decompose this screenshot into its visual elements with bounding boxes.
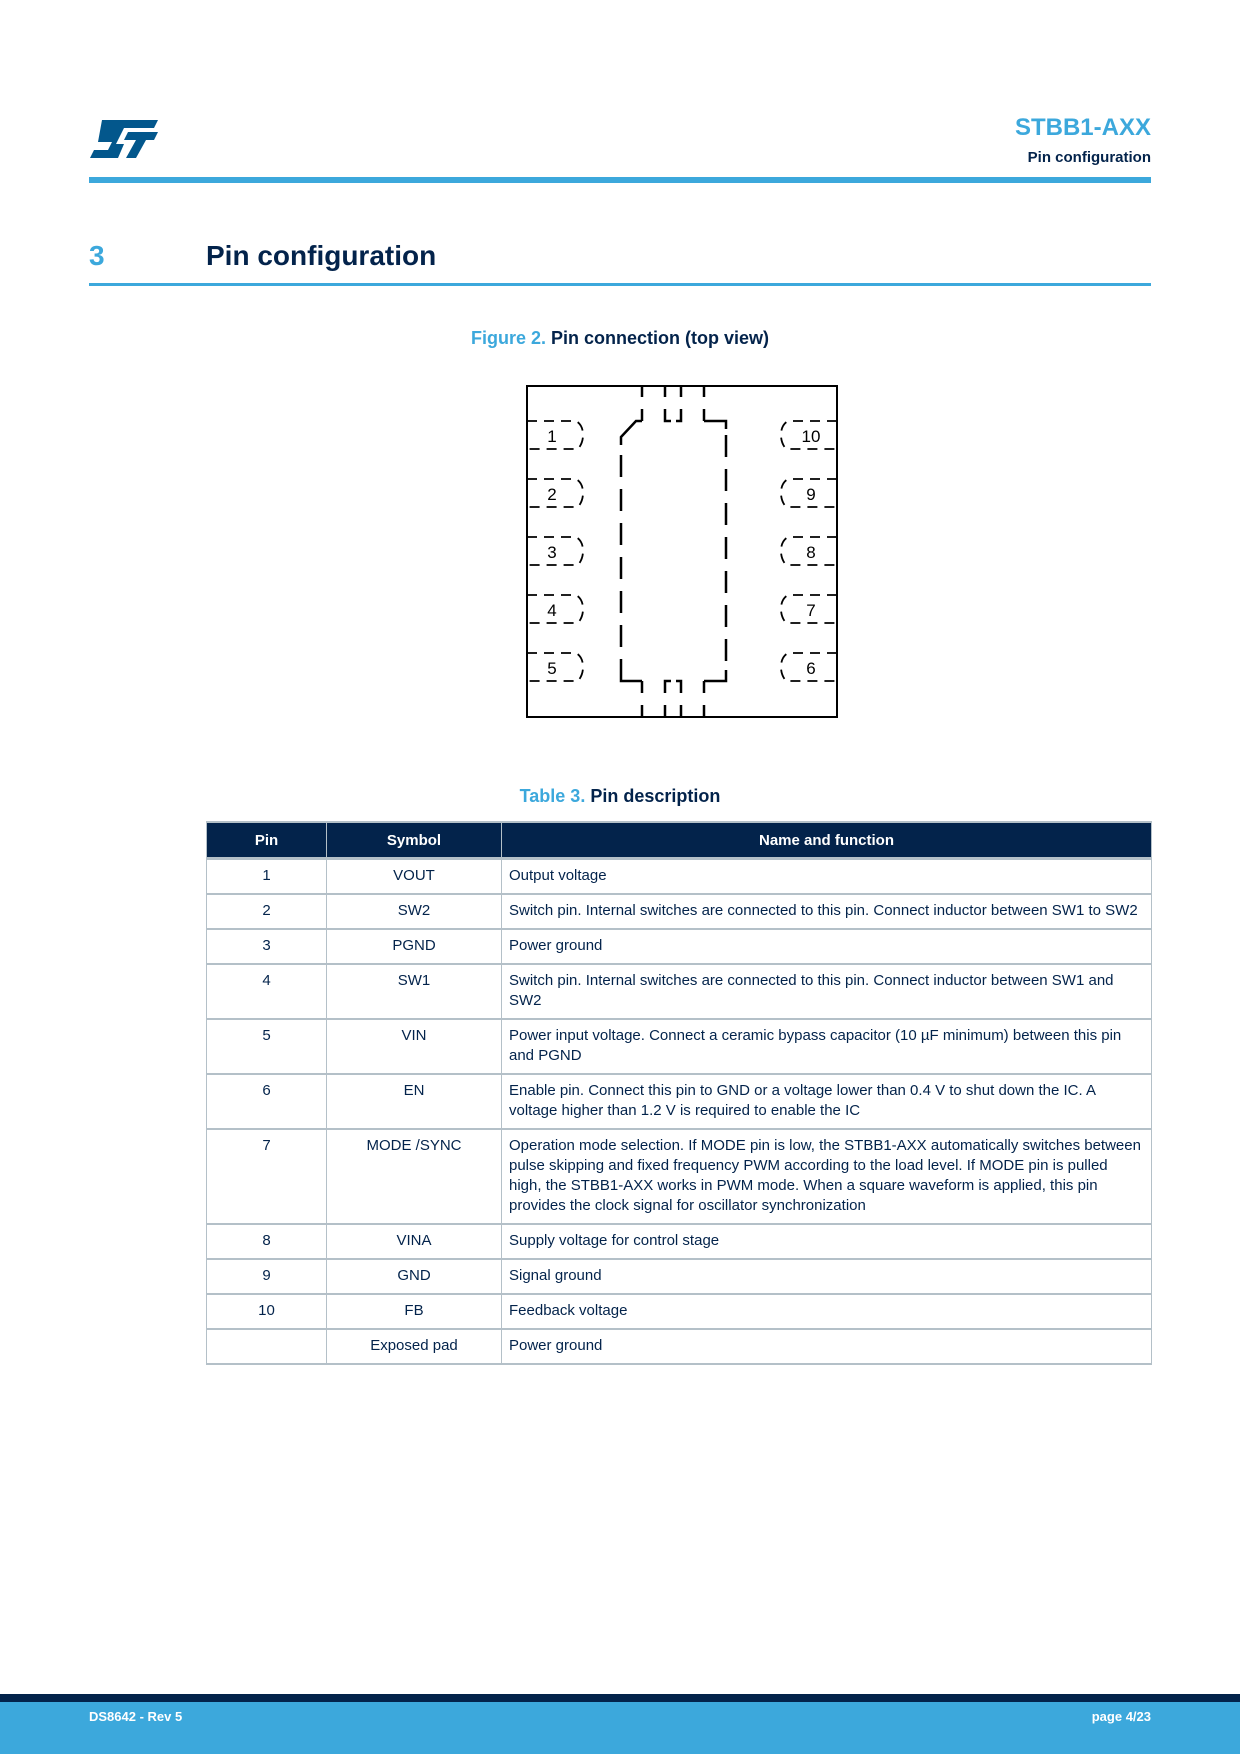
cell-symbol: VIN (327, 1019, 502, 1074)
cell-pin: 1 (207, 859, 327, 895)
pin-label: 8 (806, 543, 816, 562)
footer-band (0, 1702, 1240, 1754)
cell-function: Power ground (502, 1329, 1152, 1364)
header-rule (89, 177, 1151, 183)
pin-label: 9 (806, 485, 816, 504)
table-row (207, 929, 1152, 964)
section-title: Pin configuration (206, 240, 437, 271)
cell-symbol: SW1 (327, 964, 502, 1019)
cell-pin: 4 (207, 964, 327, 1019)
figure-caption (0, 328, 1240, 349)
cell-function: Output voltage (502, 859, 1152, 895)
table-row (207, 859, 1152, 895)
table-row (207, 894, 1152, 929)
cell-pin: 5 (207, 1019, 327, 1074)
cell-pin: 9 (207, 1259, 327, 1294)
pin-label: 4 (547, 601, 557, 620)
cell-function: Supply voltage for control stage (502, 1224, 1152, 1259)
table-label: Table 3. (519, 786, 586, 806)
table-header-row (207, 822, 1152, 859)
table-row (207, 1224, 1152, 1259)
cell-pin: 2 (207, 894, 327, 929)
footer-dark-band (0, 1694, 1240, 1702)
cell-pin (207, 1329, 327, 1364)
cell-pin: 6 (207, 1074, 327, 1129)
header-symbol: Symbol (327, 822, 502, 859)
header-pin: Pin (207, 822, 327, 859)
cell-function: Enable pin. Connect this pin to GND or a voltage lower than 0.4 V to shut down the IC. A voltage higher than 1.2 V is required to enable the IC (502, 1074, 1152, 1129)
pin-label: 10 (801, 427, 821, 446)
footer-doc-id: DS8642 - Rev 5 (89, 1709, 183, 1724)
document-subtitle: Pin configuration (1027, 149, 1151, 166)
table-title: Pin description (590, 786, 721, 806)
table-caption (0, 786, 1240, 807)
pin-label: 1 (547, 427, 557, 446)
table-row (207, 1129, 1152, 1224)
cell-pin: 8 (207, 1224, 327, 1259)
cell-symbol: FB (327, 1294, 502, 1329)
cell-function: Power input voltage. Connect a ceramic bypass capacitor (10 µF minimum) between this pin and PGND (502, 1019, 1152, 1074)
pin-description-table (206, 821, 1152, 1365)
table-row (207, 964, 1152, 1019)
table-row (207, 1019, 1152, 1074)
cell-pin: 7 (207, 1129, 327, 1224)
figure-title: Pin connection (top view) (551, 328, 770, 348)
table-row (207, 1329, 1152, 1364)
cell-symbol: Exposed pad (327, 1329, 502, 1364)
pin-label: 6 (806, 659, 816, 678)
cell-function: Operation mode selection. If MODE pin is low, the STBB1-AXX automatically switches between pulse skipping and fixed frequency PWM according to the load level. If MODE pin is pulled high, the STBB1-AXX works in PWM mode. When a square waveform is applied, this pin provides the clock signal for oscillator synchronization (502, 1129, 1152, 1224)
cell-pin: 10 (207, 1294, 327, 1329)
cell-symbol: VINA (327, 1224, 502, 1259)
cell-function: Signal ground (502, 1259, 1152, 1294)
pin-label: 7 (806, 601, 816, 620)
section-number: 3 (89, 240, 105, 271)
cell-function: Feedback voltage (502, 1294, 1152, 1329)
cell-symbol: GND (327, 1259, 502, 1294)
header-name-function: Name and function (502, 822, 1152, 859)
cell-symbol: SW2 (327, 894, 502, 929)
pin-label: 3 (547, 543, 557, 562)
st-logo-icon (88, 118, 160, 160)
cell-function: Power ground (502, 929, 1152, 964)
table-row (207, 1294, 1152, 1329)
footer-page-number: page 4/23 (1091, 1709, 1151, 1724)
pin-connection-diagram (526, 385, 838, 718)
cell-function: Switch pin. Internal switches are connected to this pin. Connect inductor between SW1 and SW2 (502, 964, 1152, 1019)
cell-symbol: PGND (327, 929, 502, 964)
document-title: STBB1-AXX (1014, 114, 1151, 141)
cell-symbol: MODE /SYNC (327, 1129, 502, 1224)
cell-symbol: VOUT (327, 859, 502, 895)
cell-pin: 3 (207, 929, 327, 964)
cell-function: Switch pin. Internal switches are connected to this pin. Connect inductor between SW1 to SW2 (502, 894, 1152, 929)
cell-symbol: EN (327, 1074, 502, 1129)
section-rule (89, 283, 1151, 286)
table-row (207, 1259, 1152, 1294)
table-row (207, 1074, 1152, 1129)
figure-label: Figure 2. (470, 328, 546, 348)
pin-label: 2 (547, 485, 557, 504)
pin-label: 5 (547, 659, 557, 678)
